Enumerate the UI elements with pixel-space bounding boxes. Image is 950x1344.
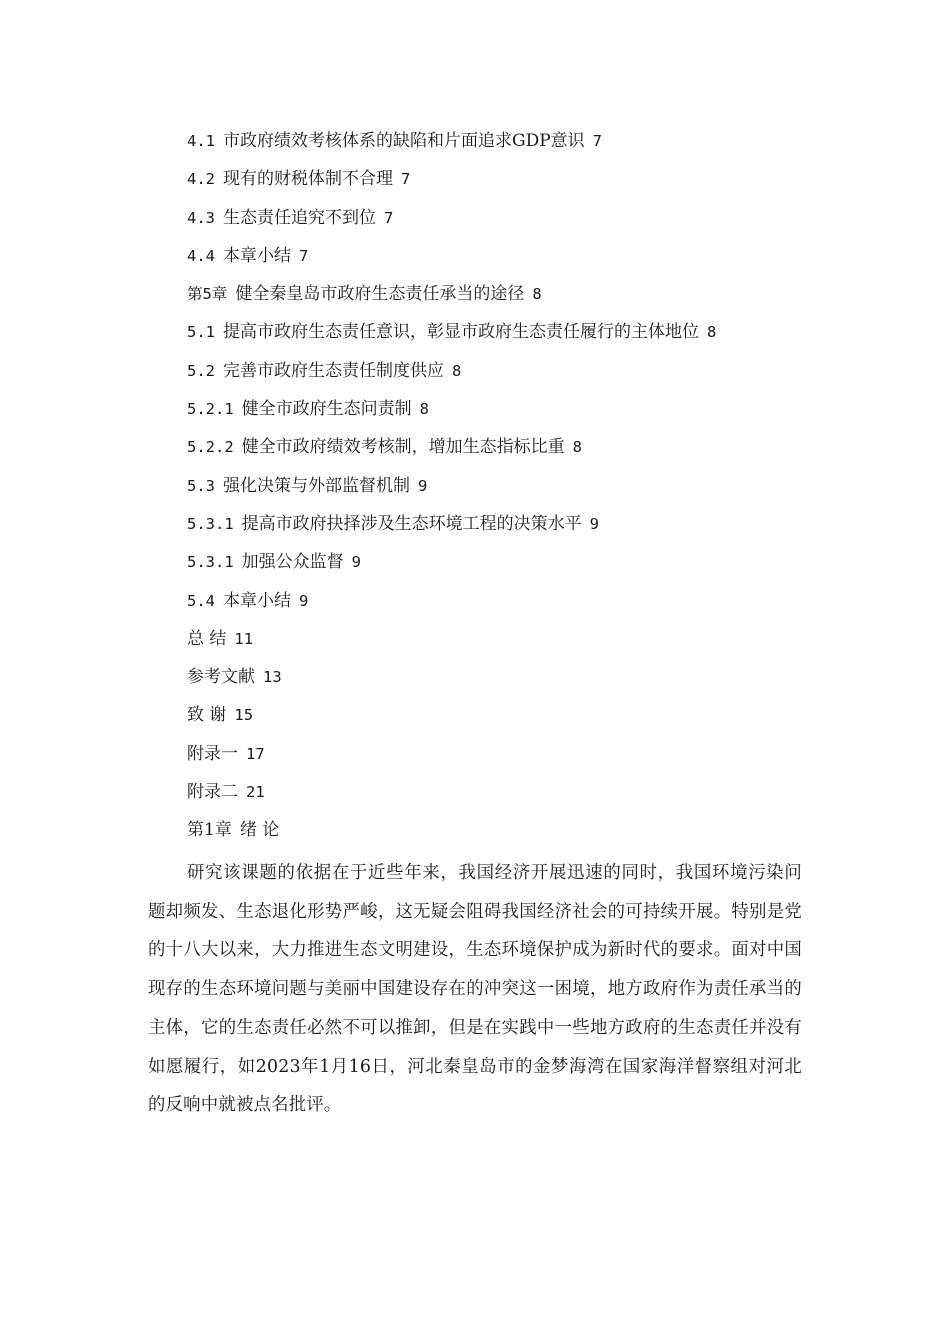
toc-entry <box>187 280 827 318</box>
toc-entry <box>187 510 827 548</box>
toc-entry-title: 致 谢 <box>187 705 227 726</box>
toc-entry-title: 市政府绩效考核体系的缺陷和片面追求GDP意识 <box>223 131 585 151</box>
toc-entry <box>187 357 827 395</box>
toc-entry-page: 9 <box>299 591 309 610</box>
toc-entry <box>187 740 827 778</box>
toc-entry-page: 21 <box>246 783 265 802</box>
toc-entry <box>187 587 827 625</box>
toc-entry-page: 9 <box>589 514 600 533</box>
table-of-contents <box>187 127 827 816</box>
toc-entry <box>187 472 827 510</box>
toc-entry-number: 第5章 <box>187 285 228 304</box>
toc-entry-number: 5.2.2 <box>187 438 234 457</box>
toc-entry-page: 17 <box>246 744 265 763</box>
toc-entry-page: 15 <box>234 706 254 725</box>
toc-entry-page: 8 <box>572 438 583 457</box>
toc-entry-page: 7 <box>592 132 602 150</box>
toc-entry-number: 5.3 <box>187 476 215 495</box>
toc-entry-title: 参考文献 <box>187 667 255 688</box>
chapter-heading <box>187 816 279 844</box>
toc-entry-title: 现有的财税体制不合理 <box>223 169 393 190</box>
chapter-number: 第1章 <box>187 820 232 840</box>
toc-entry <box>187 318 827 356</box>
toc-entry <box>187 242 827 280</box>
toc-entry-page: 13 <box>263 668 282 687</box>
toc-entry-title: 生态责任追究不到位 <box>223 207 376 228</box>
toc-entry-title: 总 结 <box>187 628 227 649</box>
toc-entry-title: 本章小结 <box>223 590 291 611</box>
toc-entry-page: 7 <box>384 208 394 227</box>
toc-entry-page: 8 <box>419 400 430 419</box>
toc-entry-title: 健全市政府生态问责制 <box>241 399 412 420</box>
toc-entry-title: 健全市政府绩效考核制，增加生态指标比重 <box>241 437 565 458</box>
chapter-title: 绪 论 <box>239 820 280 840</box>
toc-entry-number: 4.3 <box>187 208 215 227</box>
toc-entry-number: 5.4 <box>187 591 215 610</box>
toc-entry <box>187 701 827 739</box>
toc-entry <box>187 165 827 203</box>
toc-entry-page: 7 <box>299 246 309 265</box>
toc-entry-page: 8 <box>452 361 462 380</box>
toc-entry <box>187 127 827 165</box>
toc-entry-page: 8 <box>707 323 717 342</box>
toc-entry-number: 4.2 <box>187 170 215 189</box>
toc-entry-title: 完善市政府生态责任制度供应 <box>223 360 444 381</box>
toc-entry-page: 9 <box>351 553 362 572</box>
toc-entry-page: 8 <box>532 285 542 304</box>
toc-entry-title: 本章小结 <box>223 245 291 266</box>
toc-entry <box>187 663 827 701</box>
toc-entry-number: 4.4 <box>187 246 215 265</box>
toc-entry-title: 提高市政府抉择涉及生态环境工程的决策水平 <box>241 513 582 534</box>
toc-entry-number: 5.3.1 <box>187 514 234 533</box>
toc-entry-page: 11 <box>234 629 254 648</box>
toc-entry-number: 5.3.1 <box>187 553 234 572</box>
toc-entry-number: 4.1 <box>187 132 215 150</box>
toc-entry <box>187 778 827 816</box>
toc-entry <box>187 548 827 586</box>
toc-entry-page: 9 <box>418 476 428 495</box>
toc-entry-number: 5.1 <box>187 323 215 342</box>
toc-entry <box>187 433 827 471</box>
toc-entry-title: 加强公众监督 <box>241 552 344 573</box>
toc-entry-title: 附录一 <box>187 743 238 764</box>
toc-entry-number: 5.2.1 <box>187 400 234 419</box>
toc-entry <box>187 625 827 663</box>
toc-entry-title: 提高市政府生态责任意识，彰显市政府生态责任履行的主体地位 <box>223 322 699 343</box>
toc-entry-title: 强化决策与外部监督机制 <box>223 475 410 496</box>
toc-entry-title: 健全秦皇岛市政府生态责任承当的途径 <box>235 284 525 305</box>
body-paragraph: 研究该课题的依据在于近些年来，我国经济开展迅速的同时，我国环境污染问题却频发、生态退化形势严峻，这无疑会阻碍我国经济社会的可持续开展。特别是党的十八大以来，大力推进生态文明建设，生态环境保护成为新时代的要求。面对中国现存的生态环境问题与美丽中国建设存在的冲突这一困境，地方政府作为责任承当的主体，它的生态责任必然不可以推卸，但是在实践中一些地方政府的生态责任并没有如愿履行，如2023年1月16日，河北秦皇岛市的金梦海湾在国家海洋督察组对河北的反响中就被点名批评。 <box>148 863 802 1116</box>
toc-entry-title: 附录二 <box>187 782 238 803</box>
toc-entry-page: 7 <box>401 170 411 189</box>
toc-entry <box>187 395 827 433</box>
toc-entry <box>187 204 827 242</box>
toc-entry-number: 5.2 <box>187 361 215 380</box>
